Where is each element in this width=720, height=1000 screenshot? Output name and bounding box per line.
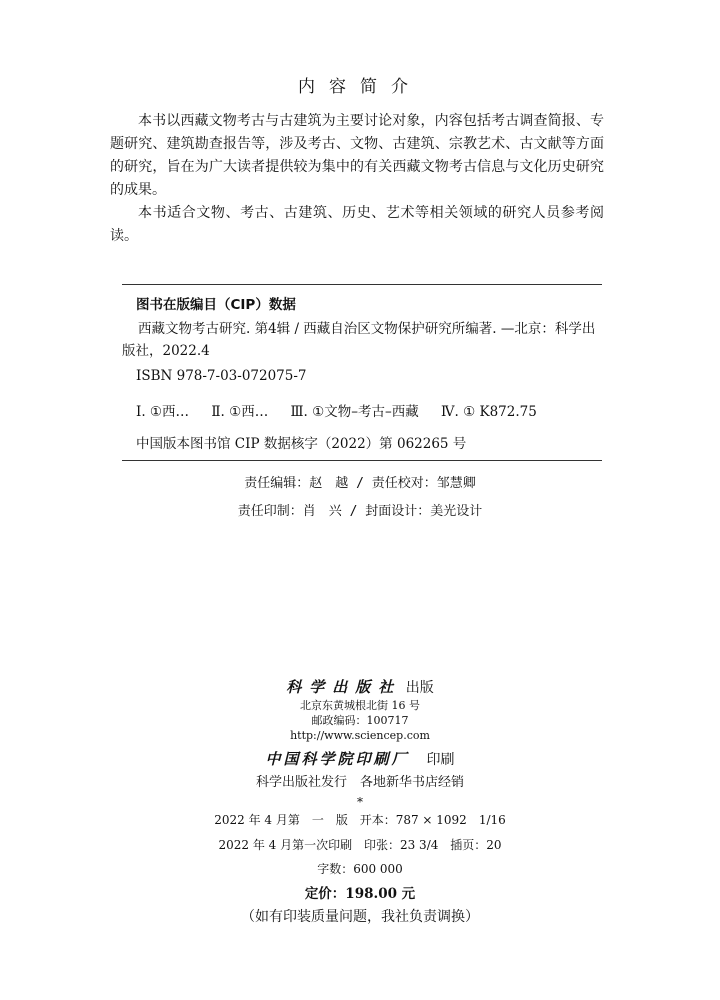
cip-heading: 图书在版编目（CIP）数据 <box>136 297 296 313</box>
price: 定价：198.00 元 <box>304 886 416 902</box>
publisher-postcode: 邮政编码：100717 <box>311 714 409 727</box>
printer-logo-text: 中国科学院印刷厂 <box>265 750 410 768</box>
publisher-line <box>0 676 720 697</box>
cip-description: 西藏文物考古研究. 第4辑 / 西藏自治区文物保护研究所编著. —北京：科学出版社，2022.4 <box>122 321 596 359</box>
intro-paragraph-2: 本书适合文物、考古、古建筑、历史、艺术等相关领域的研究人员参考阅读。 <box>110 205 604 244</box>
format: 开本：787 × 1092 1/16 <box>359 813 506 827</box>
divider-top <box>122 284 602 285</box>
edition-date: 2022 年 4 月第 一 版 <box>214 813 348 827</box>
credits-editors: 责任编辑：赵 越 / 责任校对：邹慧卿 <box>244 476 476 491</box>
cip-class-item: Ⅰ. ①西… <box>136 404 190 420</box>
printer-action: 印刷 <box>426 752 455 768</box>
publisher-website: http://www.sciencep.com <box>290 729 430 742</box>
publisher-logo-text: 科学出版社 <box>286 678 402 696</box>
quality-notice: （如有印装质量问题，我社负责调换） <box>241 909 479 925</box>
cip-record-number: 中国版本图书馆 CIP 数据核字（2022）第 062265 号 <box>136 436 467 452</box>
plates: 插页：20 <box>450 838 502 852</box>
cip-classification <box>136 400 555 420</box>
word-count: 字数：600 000 <box>317 862 403 876</box>
publisher-address: 北京东黄城根北街 16 号 <box>300 699 420 712</box>
divider-bottom <box>122 460 602 461</box>
credits-production: 责任印制：肖 兴 / 封面设计：美光设计 <box>237 504 483 519</box>
sheets: 印张：23 3/4 <box>363 838 439 852</box>
cip-isbn: ISBN 978-7-03-072075-7 <box>136 368 307 384</box>
page-title: 内容简介 <box>298 77 422 97</box>
publisher-action: 出版 <box>405 680 434 696</box>
cip-class-item: Ⅱ. ①西… <box>211 404 269 420</box>
cip-class-item: Ⅳ. ① K872.75 <box>441 404 537 420</box>
printing-date: 2022 年 4 月第一次印刷 <box>218 838 353 852</box>
printing-line <box>0 836 720 853</box>
cip-class-item: Ⅲ. ①文物–考古–西藏 <box>290 404 419 420</box>
edition-line <box>0 811 720 828</box>
printer-line <box>0 748 720 769</box>
intro-paragraph-1: 本书以西藏文物考古与古建筑为主要讨论对象，内容包括考古调查简报、专题研究、建筑勘查报告等，涉及考古、文物、古建筑、宗教艺术、古文献等方面的研究，旨在为广大读者提供较为集中的有关西藏文物考古信息与文化历史研究的成果。 <box>110 113 604 198</box>
distribution-line: 科学出版社发行 各地新华书店经销 <box>255 775 464 790</box>
asterisk-separator: * <box>357 795 363 809</box>
